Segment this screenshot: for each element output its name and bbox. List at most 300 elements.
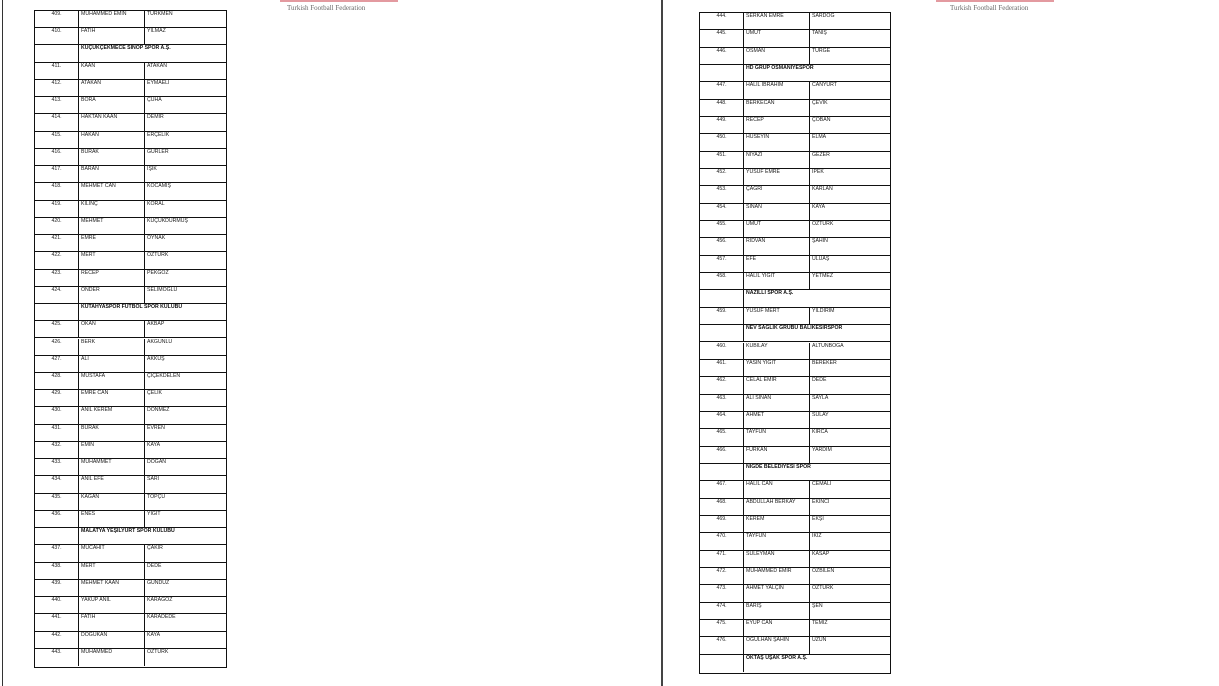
row-number: 423. <box>35 270 79 286</box>
player-surname: ÖZTÜRK <box>812 585 834 592</box>
table-row <box>700 499 890 516</box>
table-row <box>700 620 890 637</box>
player-name: NİYAZİ <box>744 152 810 168</box>
player-name: YAKUP ANIL <box>79 597 145 613</box>
row-number: 451. <box>700 152 744 168</box>
player-name: MEHMET <box>79 218 145 234</box>
row-number: 464. <box>700 412 744 428</box>
table-row <box>700 551 890 568</box>
player-surname: KAYA <box>812 203 826 210</box>
row-number: 456. <box>700 238 744 254</box>
player-name: TAYFUN <box>744 533 810 549</box>
club-name: NİĞDE BELEDİYESİ SPOR <box>746 463 811 470</box>
player-surname: ALTUNBOĞA <box>812 342 844 349</box>
player-surname: TÜRGE <box>812 47 831 54</box>
row-number: 475. <box>700 620 744 636</box>
right-player-table <box>699 12 891 674</box>
left-player-table <box>34 10 227 668</box>
player-name: OSMAN <box>744 48 810 64</box>
table-row <box>700 186 890 203</box>
player-surname: EYMAELİ <box>147 79 170 86</box>
player-name: ANIL EFE <box>79 476 145 492</box>
table-row <box>35 63 226 80</box>
table-row <box>700 377 890 394</box>
table-row <box>700 395 890 412</box>
table-row <box>700 447 890 464</box>
player-surname: CEMALİ <box>812 481 832 488</box>
table-row <box>35 580 226 597</box>
table-row <box>700 152 890 169</box>
row-number: 418. <box>35 183 79 199</box>
table-row <box>700 100 890 117</box>
player-surname: ERÇELİK <box>147 131 170 138</box>
player-name: RECEP <box>79 270 145 286</box>
blank-cell <box>35 304 79 320</box>
player-surname: OYNAK <box>147 235 166 242</box>
row-number: 448. <box>700 100 744 116</box>
player-name: HALİL CAN <box>744 481 810 497</box>
row-number: 447. <box>700 82 744 98</box>
table-row <box>700 568 890 585</box>
player-surname: KARLAN <box>812 186 833 193</box>
player-name: MERT <box>79 563 145 579</box>
player-name: YUSUF EMRE <box>744 169 810 185</box>
club-name: KÜÇÜKÇEKMECE SİNOP SPOR A.Ş. <box>81 45 171 52</box>
table-row <box>35 597 226 614</box>
player-name: MERT <box>79 252 145 268</box>
row-number: 436. <box>35 511 79 527</box>
table-row <box>35 545 226 562</box>
left-header-text: Turkish Football Federation <box>287 4 366 12</box>
player-surname: TOPÇU <box>147 493 166 500</box>
table-row <box>35 201 226 218</box>
table-row <box>35 149 226 166</box>
player-surname: ÖZTÜRK <box>147 252 169 259</box>
left-header-bar <box>280 0 398 2</box>
row-number: 413. <box>35 97 79 113</box>
player-surname: KÜÇÜKDURMUŞ <box>147 217 188 224</box>
player-surname: ATAKAN <box>147 62 167 69</box>
table-row <box>35 649 226 666</box>
player-surname: DEMİR <box>147 114 164 121</box>
row-number: 450. <box>700 134 744 150</box>
row-number: 438. <box>35 563 79 579</box>
player-surname: AKKUŞ <box>147 355 165 362</box>
player-surname: YARDIM <box>812 446 832 453</box>
table-row <box>35 287 226 304</box>
player-surname: TÜRKMEN <box>147 11 173 17</box>
row-number: 466. <box>700 447 744 463</box>
player-surname: PEKGÖZ <box>147 269 169 276</box>
row-number: 424. <box>35 287 79 303</box>
table-row <box>700 533 890 550</box>
row-number: 434. <box>35 476 79 492</box>
player-name: EMRE CAN <box>79 390 145 406</box>
row-number: 415. <box>35 132 79 148</box>
player-name: EMİN <box>79 442 145 458</box>
player-surname: AKBAP <box>147 321 165 328</box>
table-row <box>700 603 890 620</box>
row-number: 441. <box>35 614 79 630</box>
player-surname: GEZER <box>812 151 830 158</box>
row-number: 473. <box>700 585 744 601</box>
table-row <box>35 11 226 28</box>
club-header-row <box>700 655 890 672</box>
club-header-row <box>700 290 890 307</box>
player-name: HALİL İBRAHİM <box>744 82 810 98</box>
row-number: 416. <box>35 149 79 165</box>
player-name: HALİL YİĞİT <box>744 273 810 289</box>
player-name: FATİH <box>79 28 145 44</box>
table-row <box>35 614 226 631</box>
player-surname: KAYA <box>147 441 161 448</box>
table-row <box>700 481 890 498</box>
player-surname: ÇUHA <box>147 97 162 104</box>
club-header-row <box>35 528 226 545</box>
table-row <box>35 166 226 183</box>
player-surname: ÇELİK <box>147 390 162 397</box>
club-name: MALATYA YEŞİLYURT SPOR KULÜBÜ <box>81 528 175 535</box>
player-surname: İKİZ <box>812 533 822 540</box>
player-surname: ÇOBAN <box>812 117 831 124</box>
row-number: 440. <box>35 597 79 613</box>
table-row <box>700 238 890 255</box>
player-surname: ÖZTÜRK <box>147 648 169 655</box>
player-name: FURKAN <box>744 447 810 463</box>
player-name: MUHAMMED EMİR <box>744 568 810 584</box>
player-name: EFE <box>744 256 810 272</box>
row-number: 426. <box>35 339 79 355</box>
player-name: KUBİLAY <box>744 343 810 359</box>
player-surname: GÜNDÜZ <box>147 579 170 586</box>
row-number: 437. <box>35 545 79 561</box>
table-row <box>35 563 226 580</box>
blank-cell <box>700 290 744 306</box>
row-number: 442. <box>35 632 79 648</box>
player-surname: KAYA <box>147 631 161 638</box>
player-name: TAYFUN <box>744 429 810 445</box>
row-number: 453. <box>700 186 744 202</box>
row-number: 461. <box>700 360 744 376</box>
row-number: 463. <box>700 395 744 411</box>
player-name: OKAN <box>79 321 145 337</box>
player-surname: DEDE <box>147 562 162 569</box>
row-number: 459. <box>700 308 744 324</box>
right-header-bar <box>936 0 1054 2</box>
row-number: 431. <box>35 425 79 441</box>
player-surname: YILDIRIM <box>812 307 835 314</box>
row-number: 430. <box>35 407 79 423</box>
table-row <box>35 183 226 200</box>
player-surname: SARDOĞ <box>812 13 835 19</box>
player-name: ALİ SİNAN <box>744 395 810 411</box>
table-row <box>700 412 890 429</box>
row-number: 474. <box>700 603 744 619</box>
player-name: ALİ <box>79 356 145 372</box>
row-number: 422. <box>35 252 79 268</box>
table-row <box>700 117 890 134</box>
row-number: 429. <box>35 390 79 406</box>
player-surname: TEMİZ <box>812 619 828 626</box>
player-name: RIDVAN <box>744 238 810 254</box>
row-number: 472. <box>700 568 744 584</box>
row-number: 476. <box>700 637 744 653</box>
row-number: 467. <box>700 481 744 497</box>
table-row <box>35 425 226 442</box>
club-name: KÜTAHYASPOR FUTBOL SPOR KULÜBÜ <box>81 304 183 311</box>
club-header-row <box>35 45 226 62</box>
player-name: CELAL EMİR <box>744 377 810 393</box>
player-name: RECEP <box>744 117 810 133</box>
page-divider <box>661 0 663 686</box>
table-row <box>35 114 226 131</box>
player-name: HAKAN <box>79 132 145 148</box>
table-row <box>700 13 890 30</box>
row-number: 449. <box>700 117 744 133</box>
row-number: 462. <box>700 377 744 393</box>
table-row <box>700 82 890 99</box>
player-surname: KARADEDE <box>147 614 176 621</box>
table-row <box>35 132 226 149</box>
table-row <box>700 429 890 446</box>
player-surname: YETMEZ <box>812 273 834 280</box>
player-surname: DEDE <box>812 377 827 384</box>
row-number: 460. <box>700 343 744 359</box>
table-row <box>700 308 890 325</box>
player-surname: SULAY <box>812 411 829 418</box>
row-number: 471. <box>700 551 744 567</box>
player-name: MUSTAFA <box>79 373 145 389</box>
right-header-text: Turkish Football Federation <box>950 4 1029 12</box>
player-surname: YİĞİT <box>147 510 161 517</box>
table-row <box>35 235 226 252</box>
row-number: 412. <box>35 80 79 96</box>
table-row <box>700 134 890 151</box>
table-row <box>700 516 890 533</box>
row-number: 421. <box>35 235 79 251</box>
table-row <box>700 169 890 186</box>
player-name: MUHAMMED <box>79 649 145 666</box>
blank-cell <box>35 45 79 61</box>
club-header-row <box>700 325 890 342</box>
row-number: 411. <box>35 63 79 79</box>
player-name: SÜLEYMAN <box>744 551 810 567</box>
table-row <box>35 459 226 476</box>
player-name: OĞULHAN ŞAHİN <box>744 637 810 653</box>
player-name: KEREM <box>744 516 810 532</box>
table-row <box>35 80 226 97</box>
table-row <box>35 97 226 114</box>
row-number: 435. <box>35 494 79 510</box>
player-name: ATAKAN <box>79 80 145 96</box>
table-row <box>35 632 226 649</box>
table-row <box>700 585 890 602</box>
player-name: KILINÇ <box>79 201 145 217</box>
player-name: BURAK <box>79 425 145 441</box>
player-name: YUSUF MERT <box>744 308 810 324</box>
club-name: OKTAŞ UŞAK SPOR A.Ş. <box>746 654 808 661</box>
row-number: 439. <box>35 580 79 596</box>
player-name: MUCAHİT <box>79 545 145 561</box>
table-row <box>35 407 226 424</box>
player-name: MUHAMMET <box>79 459 145 475</box>
player-name: BARIŞ <box>744 603 810 619</box>
club-name: HD GRUP OSMANİYESPOR <box>746 65 814 72</box>
club-header-row <box>700 65 890 82</box>
row-number: 454. <box>700 204 744 220</box>
player-surname: DÖNMEZ <box>147 407 170 414</box>
row-number: 427. <box>35 356 79 372</box>
player-name: HAKTAN KAAN <box>79 114 145 130</box>
player-surname: ELMA <box>812 134 827 141</box>
row-number: 420. <box>35 218 79 234</box>
player-name: BERK <box>79 339 145 355</box>
player-name: KAĞAN <box>79 494 145 510</box>
club-header-row <box>700 464 890 481</box>
player-surname: KASAP <box>812 550 830 557</box>
player-surname: ŞAHİN <box>812 238 828 245</box>
table-row <box>35 270 226 287</box>
row-number: 455. <box>700 221 744 237</box>
player-surname: UZUN <box>812 637 827 644</box>
player-surname: KORAL <box>147 200 165 207</box>
row-number: 469. <box>700 516 744 532</box>
row-number: 432. <box>35 442 79 458</box>
table-row <box>700 360 890 377</box>
table-row <box>35 390 226 407</box>
left-page-edge <box>2 0 3 686</box>
player-name: YASİN YİĞİT <box>744 360 810 376</box>
player-name: ÇAĞRI <box>744 186 810 202</box>
player-name: SİNAN <box>744 204 810 220</box>
table-row <box>35 28 226 45</box>
player-surname: TANIŞ <box>812 30 827 37</box>
player-name: HÜSEYİN <box>744 134 810 150</box>
player-name: ANIL KEREM <box>79 407 145 423</box>
player-name: BORA <box>79 97 145 113</box>
table-row <box>700 637 890 654</box>
player-name: BURAK <box>79 149 145 165</box>
table-row <box>700 221 890 238</box>
row-number: 465. <box>700 429 744 445</box>
row-number: 445. <box>700 30 744 46</box>
row-number: 409. <box>35 11 79 27</box>
player-surname: KIRCA <box>812 429 828 436</box>
table-row <box>700 48 890 65</box>
player-surname: KOCAMIŞ <box>147 183 171 190</box>
club-header-row <box>35 304 226 321</box>
player-surname: ÇİÇEKDELEN <box>147 372 181 379</box>
row-number: 425. <box>35 321 79 337</box>
player-surname: KARAGÖZ <box>147 597 173 604</box>
player-surname: YILMAZ <box>147 28 166 35</box>
table-row <box>35 321 226 338</box>
table-row <box>700 30 890 47</box>
table-row <box>35 373 226 390</box>
row-number: 419. <box>35 201 79 217</box>
row-number: 470. <box>700 533 744 549</box>
player-surname: ULUAŞ <box>812 255 830 262</box>
row-number: 468. <box>700 499 744 515</box>
table-row <box>700 343 890 360</box>
table-row <box>35 339 226 356</box>
player-surname: ÇAKIR <box>147 545 163 552</box>
player-surname: AKGÜNLÜ <box>147 338 173 345</box>
table-row <box>35 356 226 373</box>
table-row <box>35 442 226 459</box>
player-surname: DOĞAN <box>147 459 167 466</box>
player-surname: EVREN <box>147 424 165 431</box>
blank-cell <box>35 528 79 544</box>
table-row <box>35 252 226 269</box>
player-name: MEHMET CAN <box>79 183 145 199</box>
player-name: UMUT <box>744 30 810 46</box>
player-surname: ŞEN <box>812 602 823 609</box>
player-name: SERKAN EMRE <box>744 13 810 29</box>
player-name: MUHAMMED EMIN <box>79 11 145 27</box>
player-name: ONDER <box>79 287 145 303</box>
club-name: NAZİLLİ SPOR A.Ş. <box>746 290 794 297</box>
player-surname: BEREKER <box>812 359 837 366</box>
row-number: 446. <box>700 48 744 64</box>
player-surname: SARI <box>147 476 160 483</box>
player-surname: SELİMOĞLU <box>147 286 178 293</box>
row-number: 443. <box>35 649 79 666</box>
player-surname: EKİNCİ <box>812 498 830 505</box>
player-name: FATİH <box>79 614 145 630</box>
table-row <box>35 476 226 493</box>
player-name: MEHMET KAAN <box>79 580 145 596</box>
player-name: UMUT <box>744 221 810 237</box>
table-row <box>35 218 226 235</box>
player-name: EYÜP CAN <box>744 620 810 636</box>
table-row <box>700 256 890 273</box>
player-name: AHMET <box>744 412 810 428</box>
table-row <box>35 511 226 528</box>
club-name: NEV SAĞLIK GRUBU BALIKESİRSPOR <box>746 325 843 332</box>
player-surname: ÖZBİLEN <box>812 567 835 574</box>
player-surname: GÜRLER <box>147 148 169 155</box>
row-number: 458. <box>700 273 744 289</box>
player-name: BERKECAN <box>744 100 810 116</box>
row-number: 452. <box>700 169 744 185</box>
row-number: 414. <box>35 114 79 130</box>
player-name: ABDULLAH BERKAY <box>744 499 810 515</box>
table-row <box>35 494 226 511</box>
blank-cell <box>700 655 744 672</box>
row-number: 433. <box>35 459 79 475</box>
row-number: 457. <box>700 256 744 272</box>
row-number: 417. <box>35 166 79 182</box>
player-surname: EKŞİ <box>812 515 824 522</box>
row-number: 428. <box>35 373 79 389</box>
player-surname: SAYLA <box>812 394 829 401</box>
table-row <box>700 204 890 221</box>
row-number: 410. <box>35 28 79 44</box>
blank-cell <box>700 464 744 480</box>
player-surname: CANYURT <box>812 82 837 89</box>
player-name: BARAN <box>79 166 145 182</box>
player-surname: ÇEVİK <box>812 99 828 106</box>
player-surname: IŞIK <box>147 166 157 173</box>
player-surname: İPEK <box>812 169 824 176</box>
player-surname: ÖZTÜRK <box>812 221 834 228</box>
blank-cell <box>700 325 744 341</box>
blank-cell <box>700 65 744 81</box>
player-name: EMRE <box>79 235 145 251</box>
row-number: 444. <box>700 13 744 29</box>
player-name: ENES <box>79 511 145 527</box>
